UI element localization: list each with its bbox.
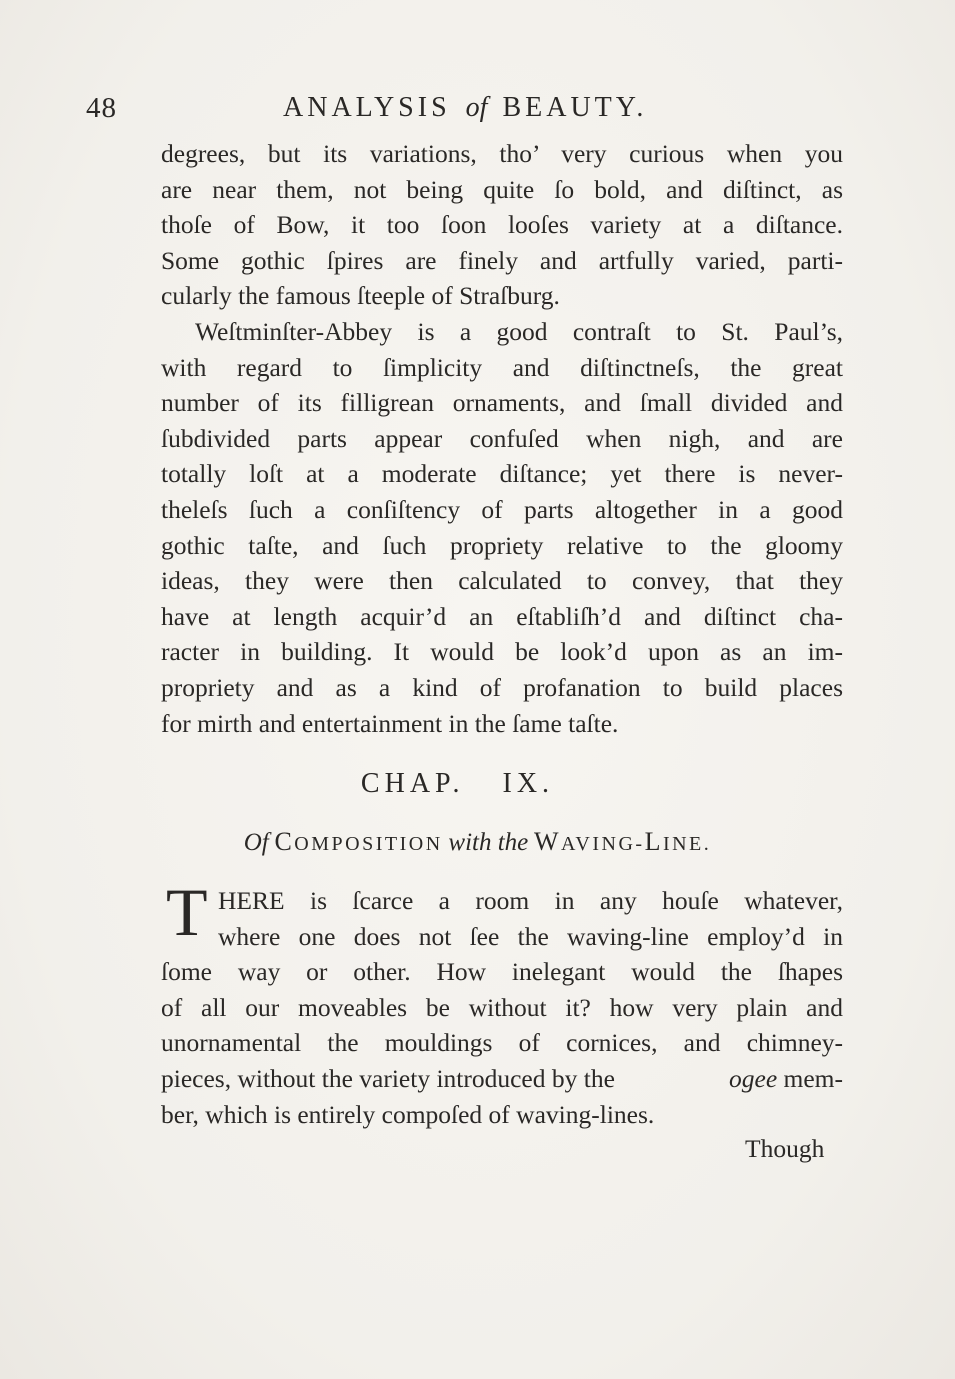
text-line: number of its filligrean ornaments, and ſmall divided and [161, 388, 843, 418]
text-line: HERE is ſcarce a room in any houſe whatever, [218, 886, 843, 915]
running-head-title-end: BEAUTY. [502, 92, 648, 123]
text-line: totally loſt at a moderate diſtance; yet there is never- [161, 459, 843, 489]
text-line: Some gothic ſpires are finely and artfully varied, parti- [161, 245, 843, 275]
text-line-part [729, 1061, 843, 1097]
running-head [283, 92, 647, 124]
text-line [161, 1061, 843, 1097]
chapter-title [0, 827, 955, 857]
text-line: racter in building. It would be look’d upon as an im- [161, 637, 843, 667]
page-number: 48 [86, 92, 117, 124]
chapter-number: IX. [502, 768, 555, 799]
text-line: degrees, but its variations, tho’ very curious when you [161, 139, 843, 168]
text-line: ideas, they were then calculated to convey, that they [161, 566, 843, 596]
text-line: unornamental the mouldings of cornices, and chimney- [161, 1028, 843, 1058]
drop-cap: T [166, 874, 208, 950]
chapter-heading [0, 768, 955, 800]
paragraph-continued [161, 136, 843, 314]
text-line: theleſs ſuch a conſiſtency of parts altogether in a good [161, 494, 843, 524]
text-line: Weſtminſter-Abbey is a good contraſt to St. Paul’s, [195, 317, 843, 346]
chapter-title-composition: COMPOSITION [274, 827, 443, 856]
chapter-title-of: Of [243, 829, 269, 856]
chapter-title-with-the: with the [448, 829, 529, 856]
paragraph-westminster [161, 314, 843, 741]
text-line: are near them, not being quite ſo bold, and diſtinct, as [161, 174, 843, 204]
text-line: thoſe of Bow, it too ſoon looſes variety at a diſtance. [161, 210, 843, 240]
chapter-label: CHAP. [360, 768, 465, 799]
text-line: cularly the famous ſteeple of Straſburg. [161, 281, 560, 311]
ogee-word: ogee [729, 1063, 778, 1093]
text-line: ſome way or other. How inelegant would the ſhapes [161, 957, 843, 987]
running-head-of: of [465, 92, 488, 123]
text-line: with regard to ſimplicity and diſtinctneſs, the great [161, 352, 843, 382]
text-line: gothic taſte, and ſuch propriety relative to the gloomy [161, 530, 843, 560]
text-line: have at length acquir’d an eſtabliſh’d and diſtinct cha- [161, 601, 843, 631]
chapter-title-waving-line: WAVING-LINE. [534, 827, 712, 856]
running-head-title-start: ANALYSIS [283, 92, 451, 123]
text-line: ſubdivided parts appear confuſed when nigh, and are [161, 423, 843, 453]
text-line: ber, which is entirely compoſed of waving-lines. [161, 1099, 655, 1129]
text-line-part: pieces, without the variety introduced by the [161, 1063, 615, 1093]
text-line: for mirth and entertainment in the ſame taſte. [161, 708, 619, 738]
text-line-part: mem- [783, 1063, 843, 1093]
catchword: Though [745, 1134, 825, 1163]
text-line: where one does not ſee the waving-line employ’d in [218, 921, 843, 951]
text-line: of all our moveables be without it? how very plain and [161, 992, 843, 1022]
text-line: propriety and as a kind of profanation to build places [161, 672, 843, 702]
paragraph-waving-line [161, 883, 843, 1132]
